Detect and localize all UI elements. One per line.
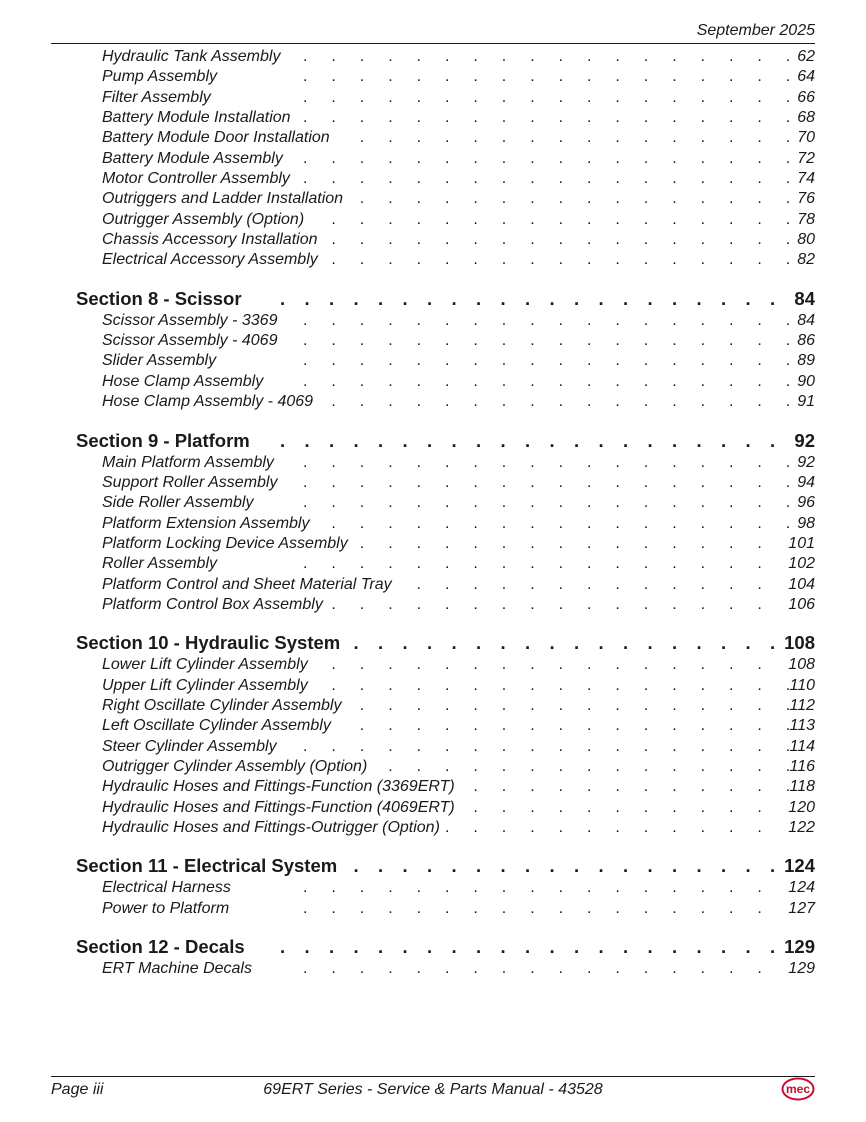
dot-leader: . . . . . . . . . . . . . . . . . . bbox=[303, 48, 791, 65]
entry-page-number: 98 bbox=[797, 514, 815, 532]
entry-page-number: 62 bbox=[797, 48, 815, 65]
entry-title: Platform Control Box Assembly bbox=[102, 595, 323, 613]
header-rule bbox=[51, 43, 815, 44]
entry-title: Platform Extension Assembly bbox=[102, 514, 310, 532]
dot-leader: . . . . . . . . . . . . . . . . . bbox=[331, 231, 791, 249]
toc-entry[interactable] bbox=[0, 108, 866, 128]
dot-leader: . . . . . . . . . . . . . . . . . . bbox=[303, 473, 791, 491]
entry-page-number: 112 bbox=[789, 696, 815, 714]
dot-leader: . . . . . . . . . . . . . . . . bbox=[359, 696, 791, 714]
entry-page-number: 68 bbox=[797, 109, 815, 127]
entry-title: Electrical Harness bbox=[102, 879, 231, 897]
dot-leader: . . . . . . . . . . . . . . . . . bbox=[331, 251, 791, 269]
dot-leader: . . . . . . . . . . . . . . . . . bbox=[331, 514, 791, 532]
entry-page-number: 92 bbox=[797, 453, 815, 471]
entry-title: Steer Cylinder Assembly bbox=[102, 737, 277, 755]
toc-entry[interactable] bbox=[0, 331, 866, 351]
entry-title: Slider Assembly bbox=[102, 352, 217, 370]
toc-entry[interactable] bbox=[0, 595, 866, 615]
entry-page-number: 113 bbox=[789, 717, 815, 735]
entry-title: ERT Machine Decals bbox=[102, 960, 252, 978]
dot-leader: . . . . . . . . . . . . . . . . . bbox=[303, 960, 762, 978]
toc-entry[interactable] bbox=[0, 493, 866, 513]
toc-entry[interactable] bbox=[0, 534, 866, 554]
dot-leader: . . . . . . . . . . . . . . . . . bbox=[303, 555, 762, 573]
entry-title: Side Roller Assembly bbox=[102, 494, 254, 512]
entry-page-number: 64 bbox=[797, 68, 815, 86]
table-of-contents bbox=[0, 47, 866, 979]
entry-page-number: 76 bbox=[797, 190, 815, 208]
entry-page-number: 78 bbox=[797, 210, 815, 228]
dot-leader: . . . . . . . . . . . . . . . . . . bbox=[303, 494, 791, 512]
toc-entry[interactable] bbox=[0, 737, 866, 757]
entry-page-number: 118 bbox=[789, 778, 815, 796]
mec-logo bbox=[781, 1077, 815, 1101]
toc-entry[interactable] bbox=[0, 47, 866, 67]
toc-entry[interactable] bbox=[0, 210, 866, 230]
dot-leader: . . . . . . . . . . . . . . . . bbox=[359, 129, 791, 147]
entry-page-number: 86 bbox=[797, 332, 815, 350]
section-page-number: 92 bbox=[794, 429, 815, 451]
entry-page-number: 124 bbox=[788, 879, 815, 897]
entry-title: Hydraulic Hoses and Fittings-Function (3369ERT) bbox=[102, 778, 455, 796]
entry-title: Battery Module Door Installation bbox=[102, 129, 330, 147]
entry-title: Scissor Assembly - 4069 bbox=[102, 332, 278, 350]
entry-page-number: 89 bbox=[797, 352, 815, 370]
entry-title: Chassis Accessory Installation bbox=[102, 231, 318, 249]
toc-entry[interactable] bbox=[0, 818, 866, 838]
dot-leader: . . . . . . . . . . . . . bbox=[416, 575, 762, 593]
dot-leader: . . . . . . . . . . . . bbox=[473, 778, 791, 796]
entry-page-number: 110 bbox=[789, 676, 815, 694]
toc-entry[interactable] bbox=[0, 899, 866, 919]
toc-entry[interactable] bbox=[0, 655, 866, 675]
entry-page-number: 96 bbox=[797, 494, 815, 512]
entry-title: Hydraulic Hoses and Fittings-Function (4069ERT) bbox=[102, 798, 455, 816]
toc-section[interactable] bbox=[0, 429, 866, 453]
toc-entry[interactable] bbox=[0, 250, 866, 270]
dot-leader: . . . . . . . . . . . . . . . . bbox=[331, 656, 762, 674]
section-page-number: 108 bbox=[784, 632, 815, 654]
dot-leader: . . . . . . . . . . . . . . . . . . bbox=[303, 332, 791, 350]
toc-entry[interactable] bbox=[0, 575, 866, 595]
dot-leader: . . . . . . . . . . . . . . . . . bbox=[303, 899, 762, 917]
entry-title: Motor Controller Assembly bbox=[102, 170, 290, 188]
toc-entry[interactable] bbox=[0, 351, 866, 371]
dot-leader: . . . . . . . . . . . . . . . . . . bbox=[303, 109, 791, 127]
toc-entry[interactable] bbox=[0, 169, 866, 189]
dot-leader: . . . . . . . . . . . . . . . . . . bbox=[303, 68, 791, 86]
entry-page-number: 70 bbox=[797, 129, 815, 147]
dot-leader: . . . . . . . . . . . . . . . . . . . . . bbox=[280, 287, 776, 309]
dot-leader: . . . . . . . . . . . . . . . . . . bbox=[303, 372, 791, 390]
toc-entry[interactable] bbox=[0, 777, 866, 797]
entry-title: Outrigger Assembly (Option) bbox=[102, 210, 305, 228]
dot-leader: . . . . . . . . . . . . . . . . . . . . . bbox=[280, 429, 776, 451]
dot-leader: . . . . . . . . . . . . . . . . . . bbox=[303, 88, 791, 106]
toc-entry[interactable] bbox=[0, 230, 866, 250]
toc-entry[interactable] bbox=[0, 757, 866, 777]
entry-title: Hose Clamp Assembly - 4069 bbox=[102, 393, 314, 411]
toc-entry[interactable] bbox=[0, 311, 866, 331]
toc-entry[interactable] bbox=[0, 88, 866, 108]
dot-leader: . . . . . . . . . . . bbox=[473, 798, 762, 816]
entry-title: Power to Platform bbox=[102, 899, 230, 917]
entry-page-number: 116 bbox=[789, 757, 815, 775]
entry-title: Roller Assembly bbox=[102, 555, 217, 573]
dot-leader: . . . . . . . . . . . . . . . . . . bbox=[303, 149, 791, 167]
entry-page-number: 74 bbox=[797, 170, 815, 188]
entry-page-number: 94 bbox=[797, 473, 815, 491]
toc-entry[interactable] bbox=[0, 128, 866, 148]
entry-page-number: 114 bbox=[789, 737, 815, 755]
entry-page-number: 90 bbox=[797, 372, 815, 390]
entry-page-number: 104 bbox=[788, 575, 815, 593]
entry-title: Electrical Accessory Assembly bbox=[102, 251, 318, 269]
dot-leader: . . . . . . . . . . . . . . . . bbox=[359, 717, 791, 735]
section-page-number: 84 bbox=[794, 287, 815, 309]
entry-title: Scissor Assembly - 3369 bbox=[102, 311, 278, 329]
dot-leader: . . . . . . . . . . . . . . . . . bbox=[331, 393, 791, 411]
entry-page-number: 101 bbox=[788, 534, 815, 552]
dot-leader: . . . . . . . . . . . . . . . . . . bbox=[303, 170, 791, 188]
entry-page-number: 127 bbox=[788, 899, 815, 917]
dot-leader: . . . . . . . . . . . . . . . . . . bbox=[303, 737, 791, 755]
section-title: Section 8 - Scissor bbox=[76, 287, 242, 309]
toc-section[interactable] bbox=[0, 935, 866, 959]
section-page-number: 129 bbox=[784, 936, 815, 958]
toc-entry[interactable] bbox=[0, 392, 866, 412]
entry-page-number: 91 bbox=[797, 393, 815, 411]
dot-leader: . . . . . . . . . . . . . . . . . . bbox=[353, 632, 776, 654]
entry-title: Right Oscillate Cylinder Assembly bbox=[102, 696, 342, 714]
header-date: September 2025 bbox=[696, 22, 815, 39]
entry-page-number: 72 bbox=[797, 149, 815, 167]
dot-leader: . . . . . . . . . . . . . . . . . . bbox=[303, 453, 791, 471]
entry-page-number: 122 bbox=[788, 819, 815, 836]
entry-title: Lower Lift Cylinder Assembly bbox=[102, 656, 308, 674]
dot-leader: . . . . . . . . . . . . . . . bbox=[388, 757, 791, 775]
dot-leader: . . . . . . . . . . . . . . . . . bbox=[331, 676, 791, 694]
entry-page-number: 84 bbox=[797, 311, 815, 329]
toc-entry[interactable] bbox=[0, 716, 866, 736]
entry-page-number: 108 bbox=[788, 656, 815, 674]
entry-title: Filter Assembly bbox=[102, 88, 211, 106]
toc-entry[interactable] bbox=[0, 189, 866, 209]
toc-entry[interactable] bbox=[0, 878, 866, 898]
entry-title: Hose Clamp Assembly bbox=[102, 372, 264, 390]
dot-leader: . . . . . . . . . . . . . . . . bbox=[331, 595, 762, 613]
dot-leader: . . . . . . . . . . . . . . . bbox=[359, 534, 762, 552]
dot-leader: . . . . . . . . . . . . bbox=[445, 819, 762, 836]
entry-title: Pump Assembly bbox=[102, 68, 217, 86]
dot-leader: . . . . . . . . . . . . . . . . . bbox=[331, 210, 791, 228]
dot-leader: . . . . . . . . . . . . . . . . . . . . . bbox=[280, 936, 776, 958]
entry-page-number: 66 bbox=[797, 88, 815, 106]
toc-entry[interactable] bbox=[0, 453, 866, 473]
entry-title: Hydraulic Hoses and Fittings-Outrigger (Option) bbox=[102, 819, 440, 836]
toc-entry[interactable] bbox=[0, 67, 866, 87]
entry-title: Support Roller Assembly bbox=[102, 473, 278, 491]
section-title: Section 11 - Electrical System bbox=[76, 855, 338, 877]
dot-leader: . . . . . . . . . . . . . . . . . bbox=[303, 879, 762, 897]
toc-entry[interactable] bbox=[0, 554, 866, 574]
entry-page-number: 106 bbox=[788, 595, 815, 613]
toc-section[interactable] bbox=[0, 631, 866, 655]
entry-title: Battery Module Installation bbox=[102, 109, 291, 127]
logo-text: mec bbox=[785, 1082, 811, 1096]
dot-leader: . . . . . . . . . . . . . . . . . . bbox=[303, 311, 791, 329]
toc-entry[interactable] bbox=[0, 514, 866, 534]
footer-rule bbox=[51, 1076, 815, 1077]
dot-leader: . . . . . . . . . . . . . . . . . . bbox=[353, 855, 776, 877]
entry-title: Outrigger Cylinder Assembly (Option) bbox=[102, 757, 368, 775]
toc-section[interactable] bbox=[0, 287, 866, 311]
entry-page-number: 80 bbox=[797, 231, 815, 249]
entry-title: Upper Lift Cylinder Assembly bbox=[102, 676, 308, 694]
section-title: Section 10 - Hydraulic System bbox=[76, 632, 341, 654]
section-title: Section 9 - Platform bbox=[76, 429, 250, 451]
toc-entry[interactable] bbox=[0, 959, 866, 979]
dot-leader: . . . . . . . . . . . . . . . . . . bbox=[303, 352, 791, 370]
toc-entry[interactable] bbox=[0, 149, 866, 169]
toc-entry[interactable] bbox=[0, 372, 866, 392]
entry-title: Outriggers and Ladder Installation bbox=[102, 190, 344, 208]
footer-manual-title: 69ERT Series - Service & Parts Manual - 43528 bbox=[263, 1081, 603, 1098]
section-page-number: 124 bbox=[784, 855, 815, 877]
toc-entry[interactable] bbox=[0, 696, 866, 716]
entry-title: Hydraulic Tank Assembly bbox=[102, 48, 281, 65]
entry-page-number: 82 bbox=[797, 251, 815, 269]
entry-page-number: 120 bbox=[788, 798, 815, 816]
entry-title: Left Oscillate Cylinder Assembly bbox=[102, 717, 331, 735]
footer-page-label: Page iii bbox=[51, 1081, 104, 1098]
section-title: Section 12 - Decals bbox=[76, 936, 245, 958]
entry-page-number: 129 bbox=[788, 960, 815, 978]
toc-entry[interactable] bbox=[0, 473, 866, 493]
entry-title: Platform Locking Device Assembly bbox=[102, 534, 348, 552]
dot-leader: . . . . . . . . . . . . . . . . bbox=[359, 190, 791, 208]
entry-title: Main Platform Assembly bbox=[102, 453, 274, 471]
entry-title: Platform Control and Sheet Material Tray bbox=[102, 575, 392, 593]
toc-entry[interactable] bbox=[0, 676, 866, 696]
entry-title: Battery Module Assembly bbox=[102, 149, 283, 167]
toc-entry[interactable] bbox=[0, 798, 866, 818]
entry-page-number: 102 bbox=[788, 555, 815, 573]
toc-section[interactable] bbox=[0, 854, 866, 878]
